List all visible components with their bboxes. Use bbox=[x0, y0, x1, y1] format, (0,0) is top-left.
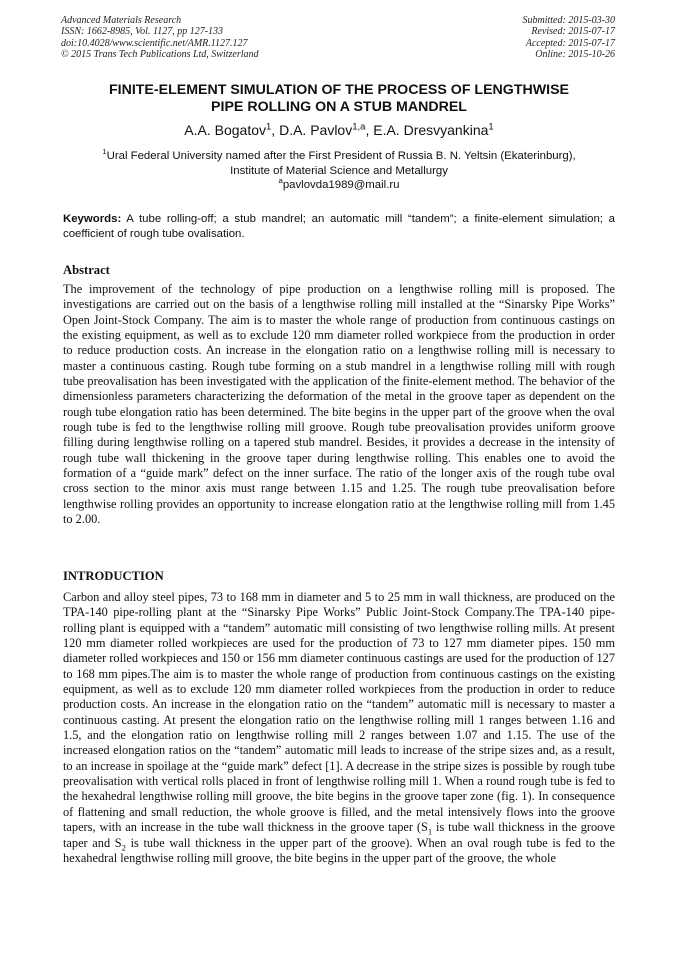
affiliation-line-1 bbox=[40, 149, 638, 164]
abstract-heading: Abstract bbox=[63, 263, 110, 277]
keywords-paragraph bbox=[63, 212, 615, 242]
journal-info bbox=[61, 15, 259, 61]
intro-text-part: is tube wall thickness in the groove taper and bbox=[63, 820, 615, 850]
intro-text-part: is tube wall thickness in the upper part of the groove). When an oval rough tube is fed to the hexahedral lengthwise rolling mill groove, the bite begins in the upper part of the groove, the whole bbox=[63, 835, 615, 865]
affiliation-line-2: Institute of Material Science and Metallurgy bbox=[230, 164, 448, 177]
intro-text-part: Carbon and alloy steel pipes, 73 to 168 mm in diameter and 5 to 25 mm in wall thickness, are produced on the TPA-140 pipe-rolling plant at the “Sinarsky Pipe Works” Public Joint-Stock Company.The TPA-140 pipe-rolling plant is equipped with a “tandem” automatic mill consisting of two lengthwise rolling mills. At present 120 mm diameter rolled workpieces are used for the production of 73 to 127 mm diameter pipes. 150 mm diameter rolled workpieces and 150 or 156 mm diameter continuous castings are used for the production of 127 to 168 mm pipes.The aim is to master the whole range of production from continuous castings on the existing equipment, as well as to exclude 120 mm diameter rolled workpieces from the production in order to reduce production costs. An increase in the elongation ratio on the “tandem” automatic mill is necessary to master a continuous casting. At present the elongation ratio on the lengthwise rolling mill 1 ranges between 1.16 and 1.5, and the elongation ratio on lengthwise rolling mill 2 ranges between 1.07 and 1.15. The use of the increased elongation ratios on the “tandem” automatic mill leads to increase of the stripe sizes and, as a result, to an increase in spoilage at the “guide mark” defect [1]. A decrease in the stripe sizes is possible by rough tube preovalisation with vertical rolls placed in front of lengthwise rolling mill 1. When a round rough tube is fed to the hexahedral lengthwise rolling mill groove, the bite begins in the groove taper zone (fig. 1). In consequence of flattening and small reduction, the whole groove is filled, and the metal intensively flows into the groove tapers, with an increase in the tube wall thickness in the groove taper ( bbox=[63, 590, 615, 835]
journal-issn: ISSN: 1662-8985, Vol. 1127, pp 127-133 bbox=[61, 26, 224, 38]
publication-dates bbox=[523, 15, 616, 61]
contact-email-line bbox=[40, 178, 638, 193]
title-line-2: PIPE ROLLING ON A STUB MANDREL bbox=[211, 99, 467, 115]
journal-copyright: © 2015 Trans Tech Publications Ltd, Switzerland bbox=[61, 49, 259, 61]
contact-email[interactable]: pavlovda1989@mail.ru bbox=[282, 179, 400, 192]
symbol-s1: S bbox=[420, 820, 428, 835]
keywords-text: A tube rolling-off; a stub mandrel; an automatic mill “tandem”; a finite-element simulation; a coefficient of rough tube ovalisation. bbox=[63, 213, 615, 240]
title-line-1: FINITE-ELEMENT SIMULATION OF THE PROCESS OF LENGTHWISE bbox=[108, 82, 570, 98]
email-mark: a bbox=[278, 176, 283, 186]
author-separator: , bbox=[271, 122, 280, 138]
journal-name: Advanced Materials Research bbox=[61, 15, 182, 26]
author-separator: , bbox=[365, 122, 374, 138]
affiliation-institution: Ural Federal University named after the First President of Russia B. N. Yeltsin (Ekaterinburg), bbox=[106, 150, 576, 162]
online-date: Online: 2015-10-26 bbox=[535, 49, 615, 61]
author-affiliation-mark: 1 bbox=[266, 121, 272, 133]
symbol-s2-subscript: 2 bbox=[121, 841, 126, 852]
paper-title bbox=[40, 82, 638, 116]
author-name: D.A. Pavlov bbox=[279, 122, 353, 138]
author-name: A.A. Bogatov bbox=[184, 122, 266, 138]
author-name: E.A. Dresvyankina bbox=[373, 122, 489, 138]
symbol-s1-subscript: 1 bbox=[427, 826, 433, 837]
affiliation-mark: 1 bbox=[102, 147, 107, 157]
abstract-text: The improvement of the technology of pipe production on a lengthwise rolling mill is proposed. The investigations are carried out on the basis of a lengthwise rolling mill installed at the “Sinarsky Pipe Works” Open Joint-Stock Company. The aim is to master the whole range of production from continuous castings on the existing equipment, as well as to exclude 120 mm diameter rolled workpiece from the production in order to reduce production costs. An increase in the elongation ratio on a lengthwise rolling mill is necessary to master a continuous casting. Rough tube forming on a stub mandrel in a lengthwise rolling mill with rough tube preovalisation has been investigated with the application of the finite-element method. The behavior of the dimensionless parameters characterizing the deformation of the metal in the groove taper as dependent on the rough tube elongation ratio has been determined. The bite begins in the upper part of the groove when the oval rough tube is fed to the lengthwise rolling mill groove. Rough tube preovalisation provides uniform groove filling during lengthwise rolling on a tapered stub mandrel. Besides, it provides a decrease in the intensity of rough tube wall thickening in the groove taper during lengthwise rolling. This enables one to avoid the formation of a “guide mark” defect on the inner surface. The ratio of the longer axis of the rough tube oval cross section to the minor axis must range between 1.15 and 1.25. The rough tube preovalisation before lengthwise rolling provides an opportunity to increase elongation ratio at the lengthwise rolling mill from 1.45 to 2.00. bbox=[63, 282, 615, 527]
author-affiliation-mark: 1,a bbox=[352, 121, 366, 133]
introduction-text bbox=[63, 590, 615, 866]
accepted-date: Accepted: 2015-07-17 bbox=[525, 37, 615, 49]
symbol-s2: S bbox=[114, 835, 122, 850]
keywords-label: Keywords: bbox=[63, 213, 122, 225]
introduction-heading: INTRODUCTION bbox=[63, 569, 164, 583]
journal-doi[interactable]: doi:10.4028/www.scientific.net/AMR.1127.127 bbox=[61, 37, 248, 49]
revised-date: Revised: 2015-07-17 bbox=[531, 26, 615, 38]
author-affiliation-mark: 1 bbox=[488, 121, 494, 133]
submitted-date: Submitted: 2015-03-30 bbox=[522, 15, 615, 26]
author-list bbox=[40, 121, 638, 139]
affiliation bbox=[40, 149, 638, 193]
